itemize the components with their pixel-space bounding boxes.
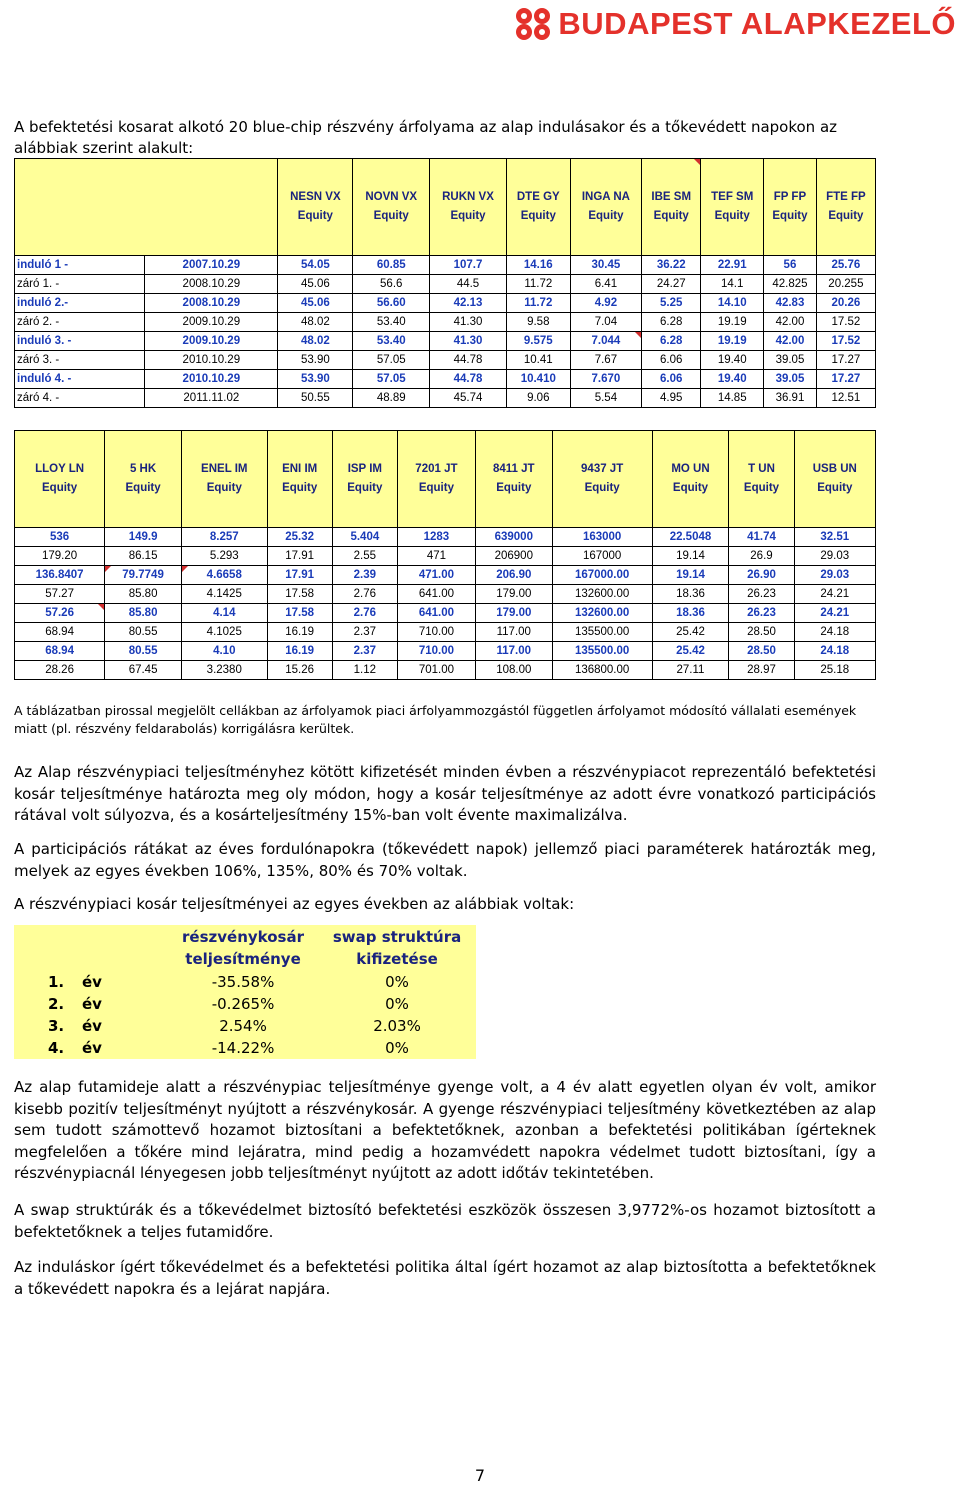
table1-header-ticker: DTE GY xyxy=(516,191,560,203)
table1-header-cell xyxy=(506,159,570,256)
table2-cell: 4.6658 xyxy=(181,566,267,585)
perf-basket-value: -35.58% xyxy=(211,973,275,991)
table1-cell: 36.91 xyxy=(764,389,817,408)
table2-row xyxy=(15,585,876,604)
table1-cell: 6.06 xyxy=(642,370,701,389)
table1-row xyxy=(15,313,876,332)
table1-cell: 107.7 xyxy=(430,256,507,275)
table1-cell: 41.30 xyxy=(430,332,507,351)
table1-header-cell xyxy=(816,159,875,256)
table2-header-cell xyxy=(15,431,105,528)
perf-year xyxy=(14,1037,168,1059)
perf-header-basket: részvénykosár teljesítménye xyxy=(182,928,304,968)
table1-cell: 44.5 xyxy=(430,275,507,294)
table2-header-ticker: 9437 JT xyxy=(581,463,624,475)
table2-header-cell xyxy=(794,431,875,528)
table1-cell: 17.27 xyxy=(816,370,875,389)
table1-cell: 56.60 xyxy=(353,294,430,313)
table2-cell: 4.10 xyxy=(181,642,267,661)
page-number: 7 xyxy=(474,1466,486,1485)
table1-cell: 7.670 xyxy=(570,370,642,389)
table2-cell: 117.00 xyxy=(475,623,552,642)
table2-cell: 149.9 xyxy=(105,528,182,547)
table2-cell: 25.42 xyxy=(652,623,729,642)
table2-cell: 68.94 xyxy=(15,642,105,661)
table2-cell: 701.00 xyxy=(397,661,475,680)
row-label: induló 3. - xyxy=(15,332,145,351)
row-label: induló 2.- xyxy=(15,294,145,313)
table1-header-type: Equity xyxy=(297,210,333,222)
table1-header-cell xyxy=(430,159,507,256)
table1-cell: 19.19 xyxy=(701,313,764,332)
table2-cell: 79.7749 xyxy=(105,566,182,585)
row-date: 2009.10.29 xyxy=(145,332,278,351)
table1-header-ticker: TEF SM xyxy=(711,191,754,203)
table1-cell: 24.27 xyxy=(642,275,701,294)
table2-cell: 16.19 xyxy=(267,642,332,661)
table1-cell: 19.19 xyxy=(701,332,764,351)
table2-row xyxy=(15,528,876,547)
table1-cell: 53.90 xyxy=(278,370,353,389)
table2-cell: 132600.00 xyxy=(552,585,652,604)
table2-header-cell xyxy=(181,431,267,528)
table1-cell: 9.06 xyxy=(506,389,570,408)
table2-cell: 25.42 xyxy=(652,642,729,661)
paragraph-participation: A participációs rátákat az éves fordulónapokra (tőkevédett napok) jellemző piaci paraméterek határozták meg, melyek az egyes években 106%, 135%, 80% és 70% voltak. xyxy=(14,840,876,880)
perf-row xyxy=(14,1037,476,1059)
row-label: induló 1 - xyxy=(15,256,145,275)
row-date: 2009.10.29 xyxy=(145,313,278,332)
table2-cell: 28.97 xyxy=(729,661,794,680)
table2-header-type: Equity xyxy=(347,482,383,494)
table2-cell: 167000 xyxy=(552,547,652,566)
table2-cell: 85.80 xyxy=(105,585,182,604)
table2-cell: 5.293 xyxy=(181,547,267,566)
table1-cell: 42.00 xyxy=(764,332,817,351)
table2-cell: 1283 xyxy=(397,528,475,547)
table2-cell: 17.91 xyxy=(267,566,332,585)
table2-row xyxy=(15,623,876,642)
table2-header-ticker: MO UN xyxy=(671,463,710,475)
perf-year-unit: év xyxy=(82,1017,102,1035)
table2-cell: 710.00 xyxy=(397,642,475,661)
table1-header-type: Equity xyxy=(520,210,556,222)
table2-cell: 26.23 xyxy=(729,604,794,623)
perf-basket-value: -14.22% xyxy=(211,1039,275,1057)
table2-cell: 26.23 xyxy=(729,585,794,604)
table2-cell: 179.00 xyxy=(475,604,552,623)
table2-cell: 26.9 xyxy=(729,547,794,566)
table2-cell: 135500.00 xyxy=(552,642,652,661)
perf-row xyxy=(14,971,476,993)
table2-cell: 24.21 xyxy=(794,585,875,604)
table1-cell: 45.06 xyxy=(278,275,353,294)
table1-cell: 6.28 xyxy=(642,332,701,351)
table2-header-cell xyxy=(267,431,332,528)
table1-cell: 42.83 xyxy=(764,294,817,313)
table1-cell: 42.00 xyxy=(764,313,817,332)
table2-header-type: Equity xyxy=(418,482,454,494)
table2-cell: 67.45 xyxy=(105,661,182,680)
table2-cell: 85.80 xyxy=(105,604,182,623)
table2-header-type: Equity xyxy=(282,482,318,494)
table1-cell: 60.85 xyxy=(353,256,430,275)
table1-header-row xyxy=(15,159,876,256)
perf-year-number: 1. xyxy=(48,973,65,991)
table2-cell: 108.00 xyxy=(475,661,552,680)
perf-swap-value: 0% xyxy=(385,995,409,1013)
table2-cell: 18.36 xyxy=(652,585,729,604)
paragraph-swap-yield: A swap struktúrák és a tőkevédelmet biztosító befektetési eszközök összesen 3,9772%-os hozamot biztosított a befektetőknek a teljes futamidőre. xyxy=(14,1201,876,1241)
table1-cell: 9.575 xyxy=(506,332,570,351)
table1-cell: 25.76 xyxy=(816,256,875,275)
table2-header-ticker: T UN xyxy=(748,463,775,475)
table2-cell: 28.50 xyxy=(729,642,794,661)
table2-header-ticker: USB UN xyxy=(812,463,857,475)
table2-cell: 471 xyxy=(397,547,475,566)
table1-cell: 44.78 xyxy=(430,370,507,389)
table1-cell: 5.54 xyxy=(570,389,642,408)
row-date: 2007.10.29 xyxy=(145,256,278,275)
table2-header-ticker: 7201 JT xyxy=(415,463,458,475)
table2-cell: 206.90 xyxy=(475,566,552,585)
table1-header-type: Equity xyxy=(450,210,486,222)
table1-cell: 39.05 xyxy=(764,370,817,389)
table1-cell: 56 xyxy=(764,256,817,275)
table1-row xyxy=(15,275,876,294)
table2-cell: 117.00 xyxy=(475,642,552,661)
table1-cell: 44.78 xyxy=(430,351,507,370)
table2-row xyxy=(15,604,876,623)
table2-header-cell xyxy=(652,431,729,528)
table2-header-type: Equity xyxy=(743,482,780,494)
table2-cell: 80.55 xyxy=(105,623,182,642)
table2-cell: 641.00 xyxy=(397,604,475,623)
table2-cell: 24.21 xyxy=(794,604,875,623)
table1-cell: 11.72 xyxy=(506,294,570,313)
table2-header-type: Equity xyxy=(584,482,620,494)
table1-cell: 9.58 xyxy=(506,313,570,332)
table1-header-ticker: FP FP xyxy=(773,191,807,203)
table2-cell: 18.36 xyxy=(652,604,729,623)
table1-cell: 10.41 xyxy=(506,351,570,370)
perf-row xyxy=(14,1015,476,1037)
table1-cell: 30.45 xyxy=(570,256,642,275)
table2-cell: 2.55 xyxy=(332,547,397,566)
table2-header-type: Equity xyxy=(672,482,709,494)
perf-basket-value: 2.54% xyxy=(219,1017,267,1035)
table2-header-cell xyxy=(729,431,794,528)
table2-cell: 19.14 xyxy=(652,547,729,566)
table2-cell: 80.55 xyxy=(105,642,182,661)
row-label: záró 3. - xyxy=(15,351,145,370)
table1-cell: 14.1 xyxy=(701,275,764,294)
table2-cell: 4.14 xyxy=(181,604,267,623)
row-date: 2008.10.29 xyxy=(145,294,278,313)
price-table-1 xyxy=(14,158,876,408)
table2-cell: 5.404 xyxy=(332,528,397,547)
perf-year-unit: év xyxy=(82,1039,102,1057)
row-date: 2011.11.02 xyxy=(145,389,278,408)
table1-cell: 17.27 xyxy=(816,351,875,370)
table2-cell: 28.50 xyxy=(729,623,794,642)
table2-cell: 2.39 xyxy=(332,566,397,585)
perf-year-number: 4. xyxy=(48,1039,65,1057)
table2-header-type: Equity xyxy=(817,482,853,494)
table2-cell: 135500.00 xyxy=(552,623,652,642)
table2-cell: 32.51 xyxy=(794,528,875,547)
table2-cell: 641.00 xyxy=(397,585,475,604)
table2-header-type: Equity xyxy=(125,482,161,494)
table2-cell: 206900 xyxy=(475,547,552,566)
intro-text: A befektetési kosarat alkotó 20 blue-chip részvény árfolyama az alap indulásakor és a tőkevédett napokon az alábbiak szerint alakult: xyxy=(14,118,838,157)
paragraph-basket-intro: A részvénypiaci kosár teljesítményei az egyes években az alábbiak voltak: xyxy=(14,895,575,913)
table1-cell: 48.89 xyxy=(353,389,430,408)
table2-cell: 167000.00 xyxy=(552,566,652,585)
table1-cell: 42.13 xyxy=(430,294,507,313)
table1-header-cell xyxy=(764,159,817,256)
table1-header-cell xyxy=(642,159,701,256)
table1-cell: 17.52 xyxy=(816,332,875,351)
paragraph-performance-summary: Az alap futamideje alatt a részvénypiac teljesítménye gyenge volt, a 4 év alatt egyetlen olyan év volt, amikor kisebb pozitív teljesítményt nyújtott a részvénykosár. A gyenge részvénypiaci teljesítmény következtében az alap sem tudott számottevő hozamot biztosítani a befektetőknek, azonban a befektetési politikában ígérteknek megfelelően a tőkére mind lejáratra, mind pedig a hozamvédett napokra védelmet tudott biztosítani, így a részvénypiacnál lényegesen jobb teljesítményt nyújtott az adott időtáv tekintetében. xyxy=(14,1078,876,1182)
table2-cell: 57.27 xyxy=(15,585,105,604)
table1-cell: 57.05 xyxy=(353,351,430,370)
table2-cell: 136800.00 xyxy=(552,661,652,680)
table2-header-cell xyxy=(105,431,182,528)
table1-cell: 53.40 xyxy=(353,332,430,351)
performance-table xyxy=(14,925,476,1059)
brand-logo xyxy=(514,4,956,44)
table2-header-ticker: ENEL IM xyxy=(201,463,248,475)
table2-cell: 132600.00 xyxy=(552,604,652,623)
table2-cell: 24.18 xyxy=(794,642,875,661)
table2-row xyxy=(15,661,876,680)
table1-header-ticker: NESN VX xyxy=(290,191,341,203)
table2-header-cell xyxy=(332,431,397,528)
table2-cell: 4.1025 xyxy=(181,623,267,642)
table2-cell: 2.37 xyxy=(332,623,397,642)
correction-note: A táblázatban pirossal megjelölt cellákban az árfolyamok piaci árfolyammozgástól független árfolyamot módosító vállalati események miatt (pl. részvény feldarabolás) korrigálásra kerültek. xyxy=(14,703,857,736)
table2-cell: 2.37 xyxy=(332,642,397,661)
paragraph-capital-protection: Az induláskor ígért tőkevédelmet és a befektetési politika által ígért hozamot az alap biztosította a befektetőknek a tőkevédett napokra és a lejárat napjára. xyxy=(14,1258,876,1298)
table2-cell: 28.26 xyxy=(15,661,105,680)
perf-header-blank xyxy=(14,925,168,971)
perf-year-number: 3. xyxy=(48,1017,65,1035)
table2-header-ticker: ENI IM xyxy=(282,463,318,475)
table1-cell: 7.04 xyxy=(570,313,642,332)
table1-row xyxy=(15,256,876,275)
table2-cell: 4.1425 xyxy=(181,585,267,604)
table2-header-type: Equity xyxy=(496,482,532,494)
table2-cell: 639000 xyxy=(475,528,552,547)
table1-cell: 41.30 xyxy=(430,313,507,332)
table1-header-ticker: INGA NA xyxy=(581,191,630,203)
table1-cell: 53.90 xyxy=(278,351,353,370)
table2-header-cell xyxy=(475,431,552,528)
row-date: 2010.10.29 xyxy=(145,351,278,370)
paragraph-payout: Az Alap részvénypiaci teljesítményhez kötött kifizetését minden évben a részvénypiacot reprezentáló befektetési kosár teljesítménye határozta meg oly módon, hogy a kosár teljesítménye az adott évre vonatkozó participációs rátával volt súlyozva, és a kosárteljesítmény 15%-ban volt évente maximalizálva. xyxy=(14,763,876,824)
table2-cell: 41.74 xyxy=(729,528,794,547)
perf-year xyxy=(14,1015,168,1037)
perf-basket-value: -0.265% xyxy=(211,995,275,1013)
price-table-2 xyxy=(14,430,876,680)
table2-cell: 68.94 xyxy=(15,623,105,642)
table2-header-ticker: ISP IM xyxy=(347,463,382,475)
table2-cell: 26.90 xyxy=(729,566,794,585)
table2-cell: 2.76 xyxy=(332,585,397,604)
table1-header-type: Equity xyxy=(828,210,864,222)
table2-cell: 27.11 xyxy=(652,661,729,680)
table2-cell: 29.03 xyxy=(794,547,875,566)
table1-cell: 20.255 xyxy=(816,275,875,294)
table1-cell: 14.85 xyxy=(701,389,764,408)
table1-cell: 56.6 xyxy=(353,275,430,294)
table2-cell: 3.2380 xyxy=(181,661,267,680)
table2-cell: 29.03 xyxy=(794,566,875,585)
table1-cell: 36.22 xyxy=(642,256,701,275)
perf-header-swap: swap struktúra kifizetése xyxy=(332,928,462,968)
table1-header-type: Equity xyxy=(772,210,808,222)
perf-swap-value: 2.03% xyxy=(373,1017,421,1035)
table1-header-cell xyxy=(278,159,353,256)
table2-header-cell xyxy=(552,431,652,528)
perf-year xyxy=(14,971,168,993)
table1-cell: 14.10 xyxy=(701,294,764,313)
table2-cell: 25.18 xyxy=(794,661,875,680)
table2-row xyxy=(15,642,876,661)
table2-cell: 57.26 xyxy=(15,604,105,623)
table1-cell: 45.74 xyxy=(430,389,507,408)
row-label: záró 2. - xyxy=(15,313,145,332)
table2-cell: 136.8407 xyxy=(15,566,105,585)
table1-cell: 19.40 xyxy=(701,370,764,389)
table2-cell: 536 xyxy=(15,528,105,547)
perf-swap-value: 0% xyxy=(385,973,409,991)
table2-header-cell xyxy=(397,431,475,528)
table1-header-ticker: IBE SM xyxy=(651,191,692,203)
table2-cell: 17.58 xyxy=(267,585,332,604)
table2-cell: 2.76 xyxy=(332,604,397,623)
table1-cell: 48.02 xyxy=(278,332,353,351)
table1-header-cell xyxy=(353,159,430,256)
row-date: 2010.10.29 xyxy=(145,370,278,389)
table2-header-ticker: 5 HK xyxy=(129,463,157,475)
table1-cell: 45.06 xyxy=(278,294,353,313)
table2-cell: 25.32 xyxy=(267,528,332,547)
perf-row xyxy=(14,993,476,1015)
table1-cell: 54.05 xyxy=(278,256,353,275)
table1-cell: 6.41 xyxy=(570,275,642,294)
table2-cell: 163000 xyxy=(552,528,652,547)
table1-header-type: Equity xyxy=(373,210,409,222)
table1-cell: 10.410 xyxy=(506,370,570,389)
row-date: 2008.10.29 xyxy=(145,275,278,294)
table2-cell: 710.00 xyxy=(397,623,475,642)
table1-cell: 6.06 xyxy=(642,351,701,370)
table1-cell: 39.05 xyxy=(764,351,817,370)
perf-year xyxy=(14,993,168,1015)
perf-year-unit: év xyxy=(82,995,102,1013)
table1-header-blank xyxy=(15,159,278,256)
brand-mark-icon xyxy=(514,6,552,42)
table1-cell: 17.52 xyxy=(816,313,875,332)
table2-cell: 17.91 xyxy=(267,547,332,566)
table1-header-ticker: NOVN VX xyxy=(365,191,418,203)
table1-cell: 7.67 xyxy=(570,351,642,370)
table2-cell: 16.19 xyxy=(267,623,332,642)
table1-header-cell xyxy=(701,159,764,256)
table1-cell: 5.25 xyxy=(642,294,701,313)
table1-cell: 7.044 xyxy=(570,332,642,351)
table1-cell: 14.16 xyxy=(506,256,570,275)
table2-header-row xyxy=(15,431,876,528)
table1-header-type: Equity xyxy=(588,210,624,222)
table1-header-type: Equity xyxy=(714,210,750,222)
table2-cell: 86.15 xyxy=(105,547,182,566)
table1-header-ticker: RUKN VX xyxy=(442,191,494,203)
table2-header-type: Equity xyxy=(42,482,78,494)
table1-cell: 6.28 xyxy=(642,313,701,332)
table1-cell: 11.72 xyxy=(506,275,570,294)
table1-row xyxy=(15,332,876,351)
table1-cell: 19.40 xyxy=(701,351,764,370)
table1-cell: 4.95 xyxy=(642,389,701,408)
table1-row xyxy=(15,370,876,389)
table2-row xyxy=(15,566,876,585)
table1-cell: 42.825 xyxy=(764,275,817,294)
brand-name: BUDAPEST ALAPKEZELŐ xyxy=(558,6,956,41)
table2-cell: 19.14 xyxy=(652,566,729,585)
table2-cell: 22.5048 xyxy=(652,528,729,547)
table1-cell: 50.55 xyxy=(278,389,353,408)
table1-cell: 12.51 xyxy=(816,389,875,408)
table2-header-type: Equity xyxy=(206,482,242,494)
table1-cell: 57.05 xyxy=(353,370,430,389)
table1-cell: 4.92 xyxy=(570,294,642,313)
table2-cell: 471.00 xyxy=(397,566,475,585)
table1-cell: 22.91 xyxy=(701,256,764,275)
table2-cell: 17.58 xyxy=(267,604,332,623)
table1-cell: 53.40 xyxy=(353,313,430,332)
table2-cell: 179.00 xyxy=(475,585,552,604)
table2-header-ticker: 8411 JT xyxy=(492,463,535,475)
table1-row xyxy=(15,351,876,370)
perf-year-number: 2. xyxy=(48,995,65,1013)
row-label: induló 4. - xyxy=(15,370,145,389)
table1-row xyxy=(15,389,876,408)
table2-cell: 15.26 xyxy=(267,661,332,680)
table1-cell: 48.02 xyxy=(278,313,353,332)
table1-header-ticker: FTE FP xyxy=(826,191,866,203)
row-label: záró 4. - xyxy=(15,389,145,408)
table2-cell: 179.20 xyxy=(15,547,105,566)
table2-cell: 8.257 xyxy=(181,528,267,547)
table2-cell: 24.18 xyxy=(794,623,875,642)
table2-cell: 1.12 xyxy=(332,661,397,680)
table2-row xyxy=(15,547,876,566)
row-label: záró 1. - xyxy=(15,275,145,294)
perf-year-unit: év xyxy=(82,973,102,991)
table2-header-ticker: LLOY LN xyxy=(35,463,85,475)
table1-cell: 20.26 xyxy=(816,294,875,313)
table1-header-type: Equity xyxy=(653,210,689,222)
table1-header-cell xyxy=(570,159,642,256)
perf-swap-value: 0% xyxy=(385,1039,409,1057)
table1-row xyxy=(15,294,876,313)
